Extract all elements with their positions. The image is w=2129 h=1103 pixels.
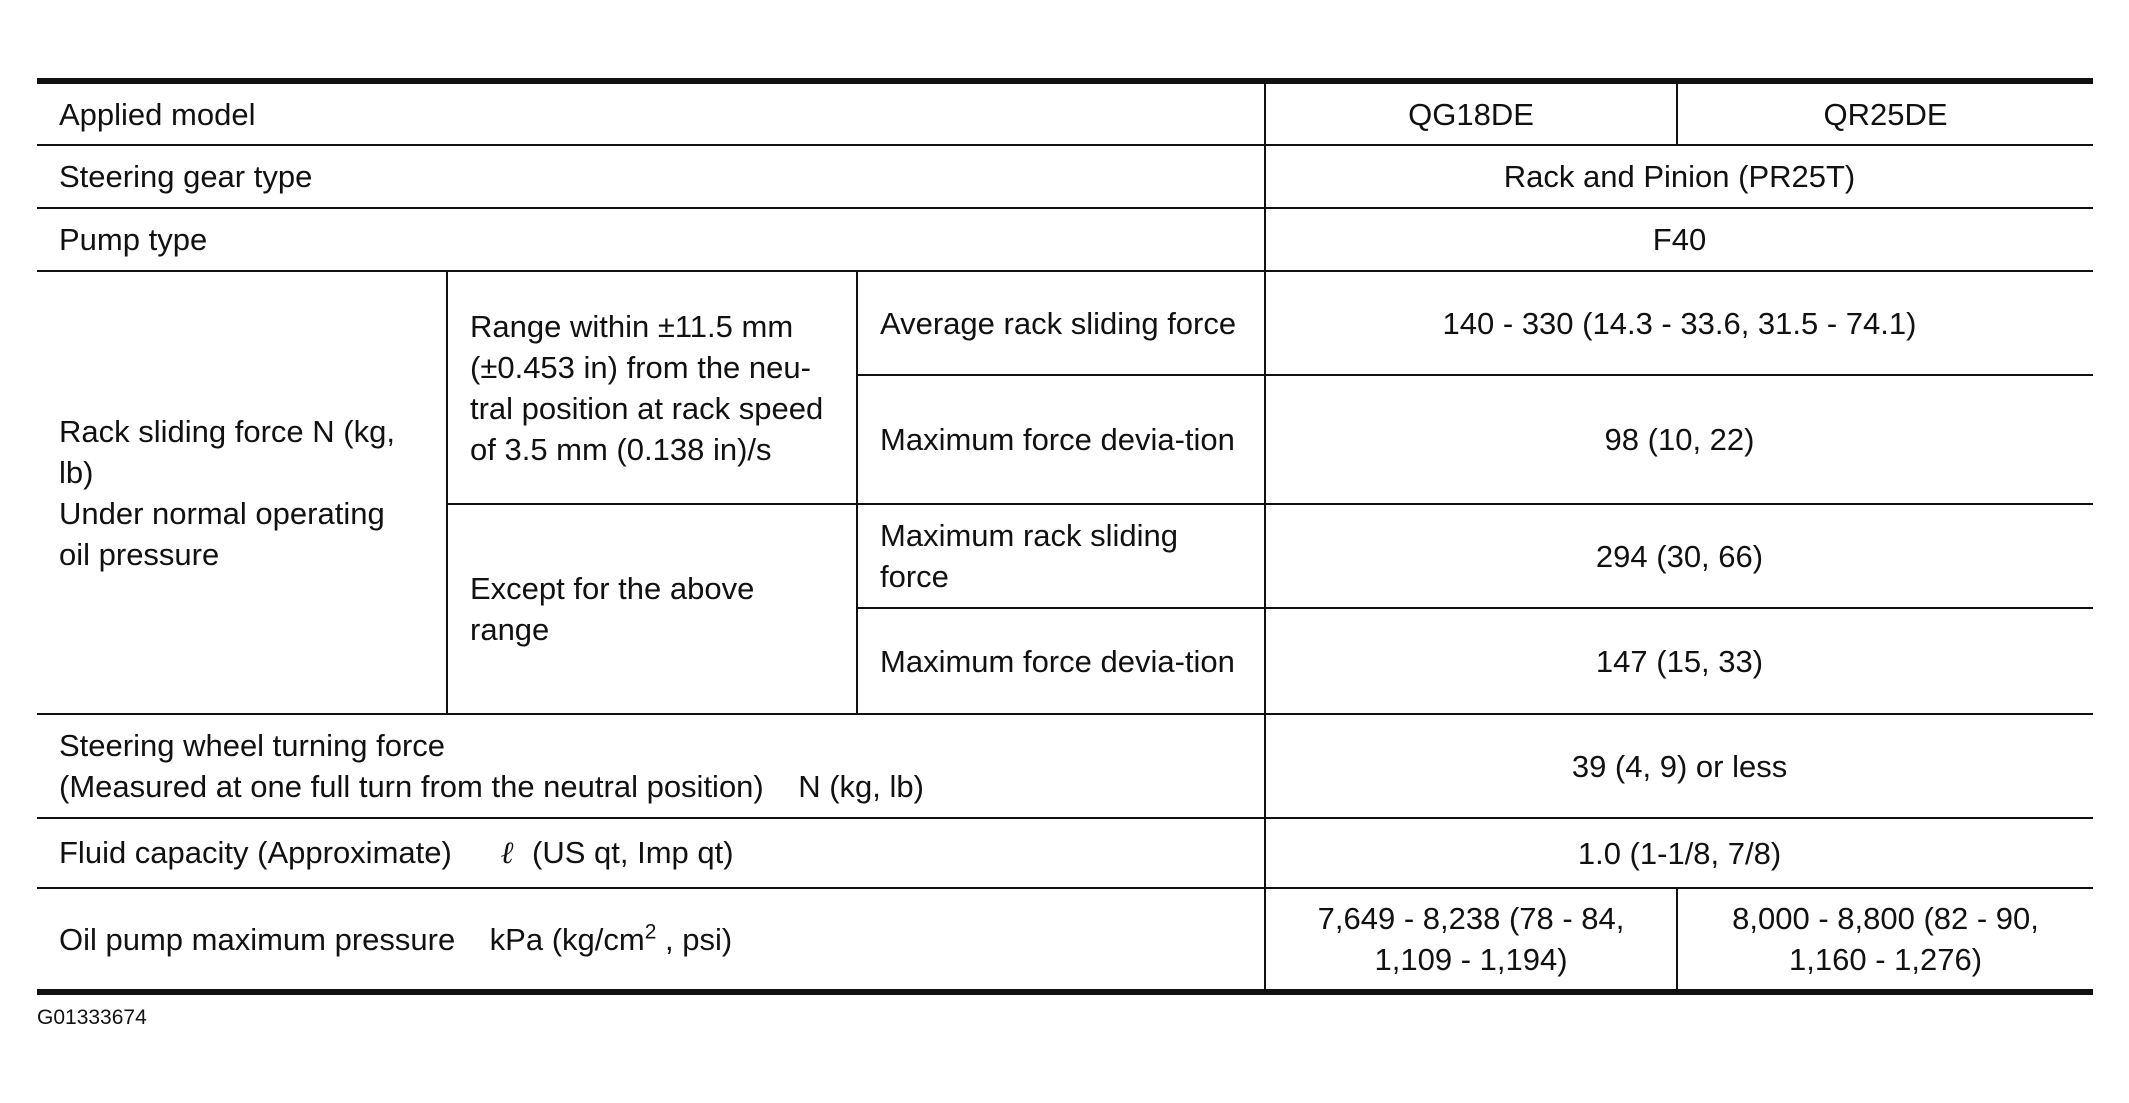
rack-force-value-1: 140 - 330 (14.3 - 33.6, 31.5 - 74.1)	[1265, 271, 2093, 375]
row-pump-type	[37, 208, 2093, 271]
rack-force-item-1: Average rack sliding force	[857, 271, 1265, 375]
rack-force-item-2: Maximum force devia-tion	[857, 375, 1265, 504]
liter-symbol: ℓ	[500, 835, 514, 871]
oil-pump-pressure-qg18de: 7,649 - 8,238 (78 - 84, 1,109 - 1,194)	[1265, 888, 1677, 992]
range-within-condition: Range within ±11.5 mm (±0.453 in) from the neu-tral position at rack speed of 3.5 mm (0.138 in)/s	[447, 271, 857, 504]
steering-wheel-turning-force-value: 39 (4, 9) or less	[1265, 714, 2093, 818]
model-qr25de: QR25DE	[1677, 81, 2093, 145]
rack-sliding-force-label-line2: Under normal operating oil pressure	[59, 495, 385, 572]
oil-pump-label-units: , psi)	[656, 921, 733, 957]
oil-pump-label-text: Oil pump maximum pressure kPa (kg/cm	[59, 921, 645, 957]
figure-id: G01333674	[37, 1006, 147, 1029]
rack-force-value-4: 147 (15, 33)	[1265, 608, 2093, 714]
rack-sliding-force-label-line1: Rack sliding force N (kg, lb)	[59, 413, 395, 490]
except-range-condition: Except for the above range	[447, 504, 857, 714]
oil-pump-max-pressure-label	[37, 888, 1265, 992]
applied-model-label: Applied model	[37, 81, 1265, 145]
row-rack-force-1	[37, 271, 2093, 375]
model-qg18de: QG18DE	[1265, 81, 1677, 145]
row-applied-model	[37, 81, 2093, 145]
rack-force-value-2: 98 (10, 22)	[1265, 375, 2093, 504]
row-oil-pump-max-pressure	[37, 888, 2093, 992]
fluid-capacity-units: (US qt, Imp qt)	[532, 835, 734, 870]
pump-type-label: Pump type	[37, 208, 1265, 271]
row-fluid-capacity	[37, 818, 2093, 888]
row-steering-gear-type	[37, 145, 2093, 208]
oil-pump-pressure-qr25de: 8,000 - 8,800 (82 - 90, 1,160 - 1,276)	[1677, 888, 2093, 992]
specifications-table	[37, 78, 2093, 995]
fluid-capacity-label	[37, 818, 1265, 888]
rack-force-value-3: 294 (30, 66)	[1265, 504, 2093, 608]
squared-superscript: 2	[644, 920, 657, 944]
fluid-capacity-value: 1.0 (1-1/8, 7/8)	[1265, 818, 2093, 888]
rack-sliding-force-label	[37, 271, 447, 714]
row-steering-wheel-turning-force	[37, 714, 2093, 818]
steering-wheel-turning-force-line1: Steering wheel turning force	[59, 728, 446, 763]
steering-wheel-turning-force-label	[37, 714, 1265, 818]
fluid-capacity-label-text: Fluid capacity (Approximate)	[59, 835, 452, 870]
rack-force-item-3: Maximum rack sliding force	[857, 504, 1265, 608]
pump-type-value: F40	[1265, 208, 2093, 271]
steering-gear-type-label: Steering gear type	[37, 145, 1265, 208]
steering-wheel-turning-force-line2: (Measured at one full turn from the neutral position) N (kg, lb)	[59, 769, 924, 804]
rack-force-item-4: Maximum force devia-tion	[857, 608, 1265, 714]
steering-gear-type-value: Rack and Pinion (PR25T)	[1265, 145, 2093, 208]
